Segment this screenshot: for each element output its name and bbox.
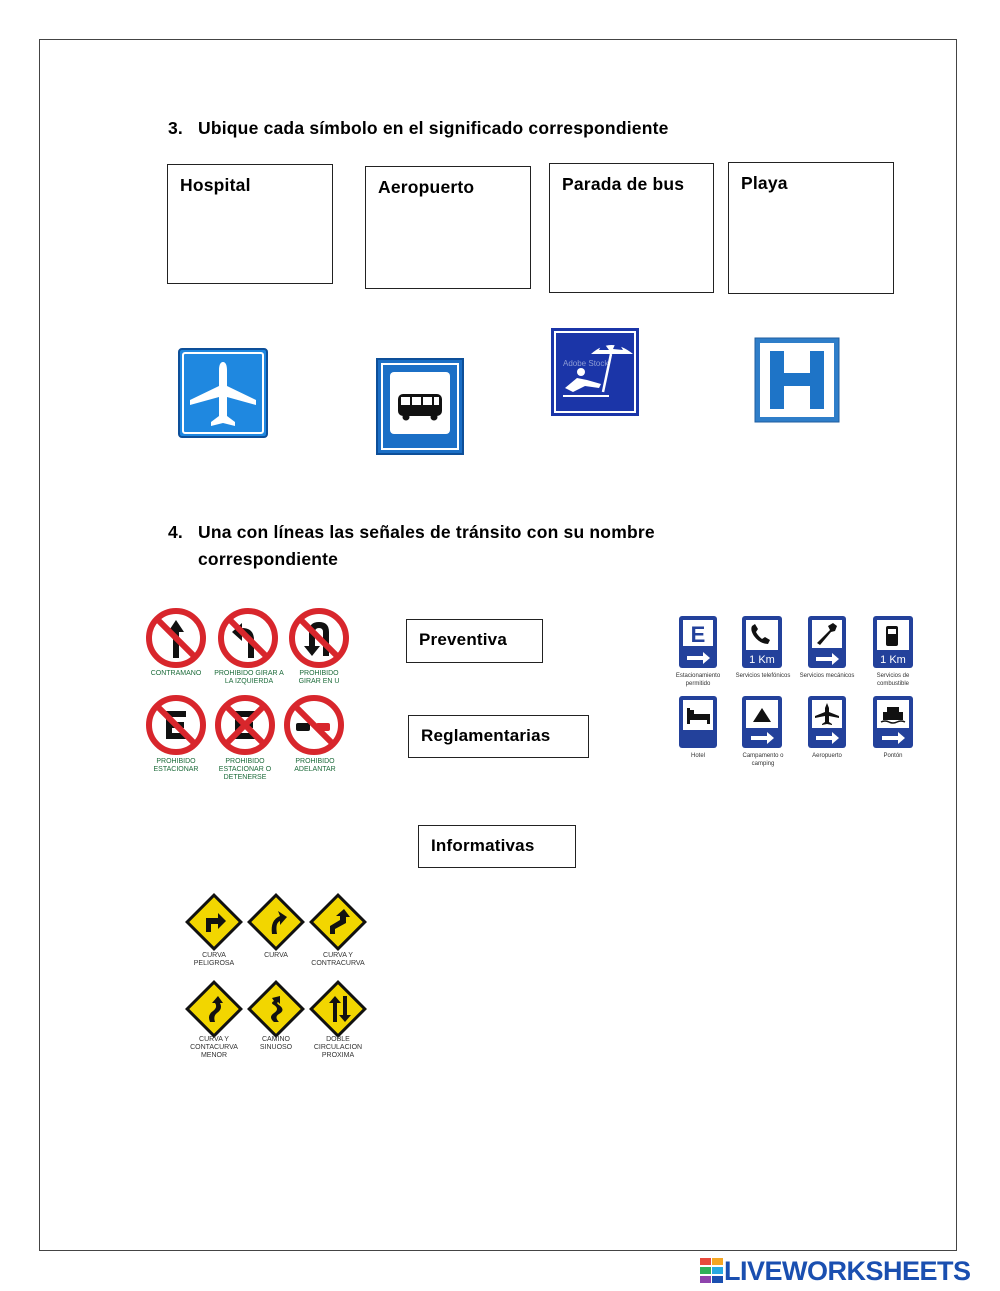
sign-km-label: 1 Km bbox=[880, 654, 906, 666]
sign-caption: PROHIBIDO GIRAR EN U bbox=[298, 670, 340, 685]
sign-caption: CAMINO SINUOSO bbox=[259, 1036, 293, 1051]
sign-caption: Aeropuerto bbox=[812, 753, 842, 759]
sign-caption: Servicios de combustible bbox=[876, 673, 910, 687]
sign-km-label: 1 Km bbox=[749, 654, 775, 666]
drop-box-playa[interactable] bbox=[728, 162, 894, 294]
sign-estacionamiento bbox=[679, 616, 717, 668]
sign-caption: Servicios telefónicos bbox=[735, 673, 791, 679]
sign-telefono bbox=[742, 616, 782, 668]
sign-prohibido-girar-izquierda bbox=[221, 611, 275, 665]
sign-combustible bbox=[873, 616, 913, 668]
beach-sign-watermark: Adobe Stock bbox=[563, 359, 609, 368]
sign-caption: Hotel bbox=[690, 753, 705, 759]
sign-caption: PROHIBIDO ESTACIONAR O DETENERSE bbox=[218, 758, 272, 781]
question-3: 3. Ubique cada símbolo en el significado correspondiente bbox=[168, 118, 669, 138]
sign-contramano bbox=[149, 611, 203, 665]
sign-camino-sinuoso bbox=[249, 982, 303, 1036]
sign-caption: DOBLE CIRCULACION PROXIMA bbox=[313, 1036, 363, 1059]
sign-prohibido-adelantar bbox=[287, 698, 341, 752]
word-box-reglamentarias[interactable]: Reglamentarias bbox=[408, 715, 589, 758]
sign-caption: CURVA bbox=[264, 952, 288, 959]
sign-caption: PROHIBIDO ADELANTAR bbox=[294, 758, 336, 773]
informative-signs-image bbox=[670, 614, 920, 772]
sign-prohibido-estacionar bbox=[149, 698, 203, 752]
drop-box-label: Parada de bus bbox=[562, 174, 685, 194]
beach-sign-icon[interactable] bbox=[551, 328, 639, 416]
drop-box-aeropuerto[interactable] bbox=[365, 166, 531, 289]
liveworksheets-logo bbox=[700, 1255, 971, 1287]
sign-curva bbox=[249, 895, 303, 949]
sign-caption: PROHIBIDO GIRAR A LA IZQUIERDA bbox=[214, 670, 284, 685]
word-box-preventiva[interactable]: Preventiva bbox=[406, 619, 543, 663]
drop-box-parada-de-bus[interactable] bbox=[549, 163, 714, 293]
sign-caption: CURVA PELIGROSA bbox=[193, 952, 235, 967]
sign-prohibido-girar-en-u bbox=[292, 611, 346, 665]
sign-caption: CURVA Y CONTRACURVA bbox=[311, 952, 365, 967]
sign-caption: CURVA Y CONTACURVA MENOR bbox=[190, 1036, 238, 1059]
question-4: 4. Una con líneas las señales de tránsito con su nombre correspondiente bbox=[168, 522, 655, 569]
preventive-signs-group bbox=[180, 892, 375, 1067]
liveworksheets-logo-icon bbox=[700, 1258, 724, 1284]
drop-box-label: Hospital bbox=[180, 175, 251, 195]
regulatory-signs-group bbox=[140, 608, 365, 790]
sign-caption: Servicios mecánicos bbox=[799, 673, 855, 679]
sign-caption: Estacionamiento permitido bbox=[675, 673, 721, 687]
sign-caption: CONTRAMANO bbox=[150, 670, 202, 677]
drop-box-label: Aeropuerto bbox=[378, 177, 475, 197]
informative-signs-group bbox=[670, 614, 920, 772]
sign-aeropuerto bbox=[808, 696, 846, 748]
sign-caption: Pontón bbox=[883, 753, 903, 759]
sign-caption: PROHIBIDO ESTACIONAR bbox=[153, 758, 199, 773]
airport-sign-icon[interactable] bbox=[178, 348, 268, 438]
sign-camping bbox=[742, 696, 782, 748]
word-box-informativas[interactable]: Informativas bbox=[418, 825, 576, 868]
drop-box-label: Playa bbox=[741, 173, 788, 193]
sign-hotel bbox=[679, 696, 717, 748]
sign-prohibido-estacionar-detenerse bbox=[218, 698, 272, 752]
bus-stop-sign-icon[interactable] bbox=[376, 358, 464, 455]
sign-mecanica bbox=[808, 616, 846, 668]
sign-curva-peligrosa bbox=[187, 895, 241, 949]
drop-box-hospital[interactable] bbox=[167, 164, 333, 284]
sign-ponton bbox=[873, 696, 913, 748]
sign-doble-circulacion bbox=[311, 982, 365, 1036]
sign-curva-contracurva bbox=[311, 895, 365, 949]
liveworksheets-brand-text: LIVEWORKSHEETS bbox=[724, 1255, 971, 1286]
sign-e-letter: E bbox=[690, 622, 706, 647]
sign-curva-contracurva-menor bbox=[187, 982, 241, 1036]
hospital-sign-icon[interactable] bbox=[754, 337, 840, 423]
sign-caption: Campamento o camping bbox=[742, 753, 784, 767]
